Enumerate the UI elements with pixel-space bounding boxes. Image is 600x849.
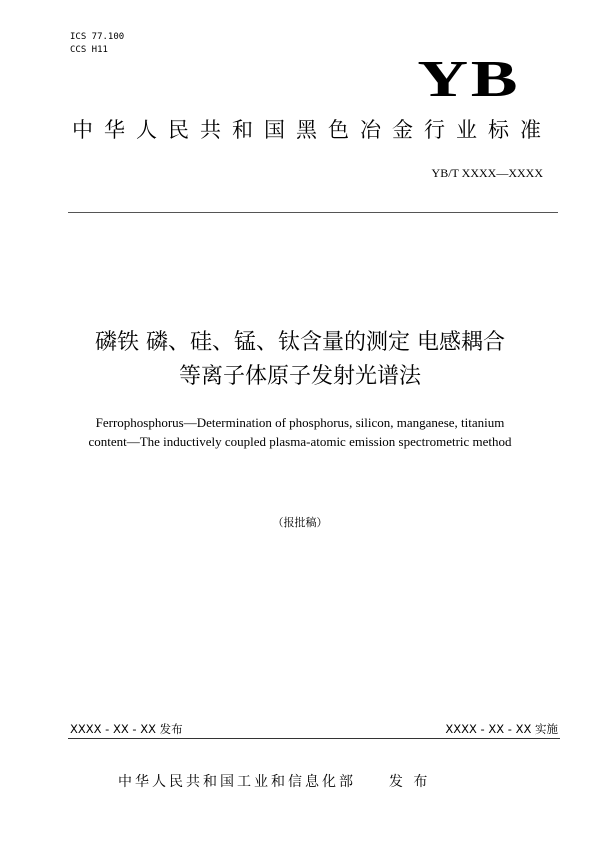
yb-logo: YB <box>417 51 520 108</box>
implement-date: XXXX - XX - XX 实施 <box>445 722 558 736</box>
footer-divider <box>68 738 560 739</box>
document-title-en-line1: Ferrophosphorus—Determination of phosphorus, silicon, manganese, titanium <box>95 415 505 430</box>
issuer-row <box>118 773 430 791</box>
standard-number: YB/T XXXX—XXXX <box>431 166 543 180</box>
document-title-cn-line1: 磷铁 磷、硅、锰、钛含量的测定 电感耦合 <box>95 330 505 355</box>
standard-category-title: 中华人民共和国黑色冶金行业标准 <box>72 118 552 142</box>
document-title-en-line2: content—The inductively coupled plasma-atomic emission spectrometric method <box>88 434 512 449</box>
ics-code: ICS 77.100 <box>70 32 125 42</box>
issue-label: 发 布 <box>388 774 431 790</box>
document-title-cn-line2: 等离子体原子发射光谱法 <box>178 364 421 389</box>
ccs-code: CCS H11 <box>70 45 108 55</box>
publish-date: XXXX - XX - XX 发布 <box>70 722 183 736</box>
issuing-authority: 中华人民共和国工业和信息化部 <box>118 774 356 790</box>
draft-status: （报批稿） <box>272 516 328 529</box>
header-divider <box>68 212 558 213</box>
